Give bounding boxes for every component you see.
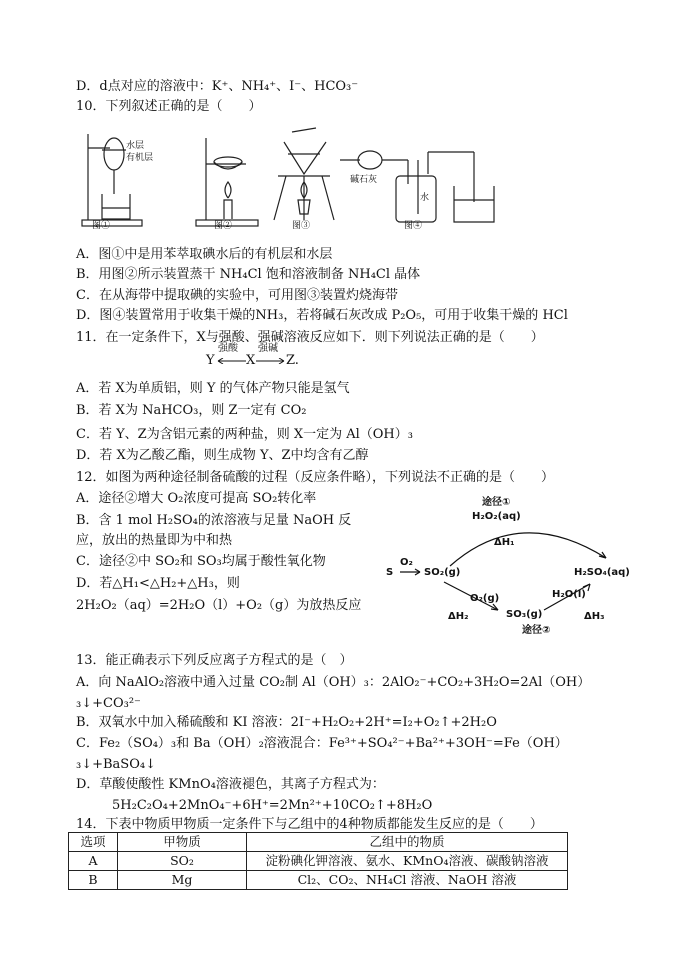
acid-label: 强酸 xyxy=(218,343,238,354)
so2-label: SO₂(g) xyxy=(424,567,461,578)
table-cell: 淀粉碘化钾溶液、氨水、KMnO₄溶液、碳酸钠溶液 xyxy=(247,852,568,871)
q13-option-d-equation: 5H₂C₂O₄+2MnO₄⁻+6H⁺=2Mn²⁺+10CO₂↑+8H₂O xyxy=(112,798,433,813)
q12-stem: 12．如图为两种途径制备硫酸的过程（反应条件略），下列说法不正确的是（ ） xyxy=(76,470,555,485)
o2-label: O₂ xyxy=(400,557,413,568)
s-label: S xyxy=(386,567,394,578)
q10-option-d: D．图④装置常用于收集干燥的NH₃，若将碱石灰改成 P₂O₅，可用于收集干燥的 HCl xyxy=(76,308,568,323)
q12-scheme xyxy=(380,494,650,640)
table-header-row xyxy=(69,833,568,852)
q13-option-a-line1: A．向 NaAlO₂溶液中通入过量 CO₂制 Al（OH）₃：2AlO₂⁻+CO₂+3H₂O=2Al（OH） xyxy=(76,675,591,690)
q11-option-a: A．若 X为单质铝，则 Y 的气体产物只能是氢气 xyxy=(76,381,350,396)
q13-option-c-line1: C．Fe₂（SO₄）₃和 Ba（OH）₂溶液混合：Fe³⁺+SO₄²⁻+Ba²⁺+3OH⁻=Fe（OH） xyxy=(76,736,568,751)
water-layer-label: 水层 xyxy=(126,141,145,151)
fig4-label: 图④ xyxy=(404,221,423,231)
base-label: 强碱 xyxy=(258,343,278,354)
soda-lime-label: 碱石灰 xyxy=(350,175,378,185)
q12-option-d-line2: 2H₂O₂（aq）=2H₂O（l）+O₂（g）为放热反应 xyxy=(76,598,362,613)
q10-apparatus-drawing xyxy=(78,124,558,234)
base-arrow xyxy=(256,358,286,364)
table-cell: B xyxy=(69,871,118,890)
fig1-label: 图① xyxy=(92,221,111,231)
q11-option-b: B．若 X为 NaHCO₃，则 Z一定有 CO₂ xyxy=(76,403,307,418)
q10-stem: 10．下列叙述正确的是（ ） xyxy=(76,99,262,114)
header-option: 选项 xyxy=(69,833,118,852)
q11-option-c: C．若 Y、Z为含铝元素的两种盐，则 X一定为 Al（OH）₃ xyxy=(76,427,413,442)
dh2-label: ΔH₂ xyxy=(448,611,469,622)
q13-option-d: D．草酸使酸性 KMnO₄溶液褪色，其离子方程式为： xyxy=(76,777,385,792)
acid-arrow xyxy=(216,358,246,364)
h2so4-label: H₂SO₄(aq) xyxy=(574,567,630,578)
fig3-label: 图③ xyxy=(292,221,311,231)
o2g-label: O₂(g) xyxy=(470,593,500,604)
so3-label: SO₃(g) xyxy=(506,609,543,620)
q9-option-d: D．d点对应的溶液中：K⁺、NH₄⁺、I⁻、HCO₃⁻ xyxy=(76,79,359,94)
h2o-label: H₂O(l) xyxy=(552,589,586,600)
q11-scheme xyxy=(206,343,299,368)
reagent1-label: H₂O₂(aq) xyxy=(472,511,521,522)
water-label: 水 xyxy=(420,193,430,203)
table-row xyxy=(69,871,568,890)
header-substance-a: 甲物质 xyxy=(118,833,247,852)
q12-option-b-line1: B．含 1 mol H₂SO₄的浓溶液与足量 NaOH 反 xyxy=(76,513,352,528)
table-cell: Mg xyxy=(118,871,247,890)
dh3-label: ΔH₃ xyxy=(584,611,605,622)
q14-stem: 14．下表中物质甲物质一定条件下与乙组中的4种物质都能发生反应的是（ ） xyxy=(76,817,543,832)
q10-figures xyxy=(78,124,558,234)
table-cell: A xyxy=(69,852,118,871)
table-cell: Cl₂、CO₂、NH₄Cl 溶液、NaOH 溶液 xyxy=(247,871,568,890)
table-cell: SO₂ xyxy=(118,852,247,871)
organic-layer-label: 有机层 xyxy=(126,153,154,163)
q10-option-a: A．图①中是用苯萃取碘水后的有机层和水层 xyxy=(76,247,333,262)
z-label: Z. xyxy=(286,353,299,368)
header-group-b: 乙组中的物质 xyxy=(247,833,568,852)
q14-table xyxy=(68,832,568,890)
fig2-label: 图② xyxy=(214,221,233,231)
q12-option-a: A．途径②增大 O₂浓度可提高 SO₂转化率 xyxy=(76,491,317,506)
table-row xyxy=(69,852,568,871)
y-label: Y xyxy=(206,353,215,368)
q11-stem: 11．在一定条件下，X与强酸、强碱溶液反应如下．则下列说法正确的是（ ） xyxy=(76,330,544,345)
q11-option-d: D．若 X为乙酸乙酯，则生成物 Y、Z中均含有乙醇 xyxy=(76,448,369,463)
x-label: X xyxy=(246,353,256,368)
route2-label: 途径② xyxy=(522,625,551,636)
q12-option-d: D．若△H₁<△H₂+△H₃，则 xyxy=(76,576,240,591)
q10-option-c: C．在从海带中提取碘的实验中，可用图③装置灼烧海带 xyxy=(76,288,398,303)
q12-option-b-line2: 应，放出的热量即为中和热 xyxy=(76,533,233,548)
dh1-label: ΔH₁ xyxy=(494,537,515,548)
q12-option-c: C．途径②中 SO₂和 SO₃均属于酸性氧化物 xyxy=(76,554,326,569)
q13-stem: 13．能正确表示下列反应离子方程式的是（ ） xyxy=(76,653,353,668)
route1-label: 途径① xyxy=(482,497,511,508)
q10-option-b: B．用图②所示装置蒸干 NH₄Cl 饱和溶液制备 NH₄Cl 晶体 xyxy=(76,267,421,282)
q13-option-b: B．双氧水中加入稀硫酸和 KI 溶液：2I⁻+H₂O₂+2H⁺=I₂+O₂↑+2H₂O xyxy=(76,715,497,730)
q13-option-a-line2: ₃↓+CO₃²⁻ xyxy=(76,696,141,711)
q13-option-c-line2: ₃↓+BaSO₄↓ xyxy=(76,757,156,772)
